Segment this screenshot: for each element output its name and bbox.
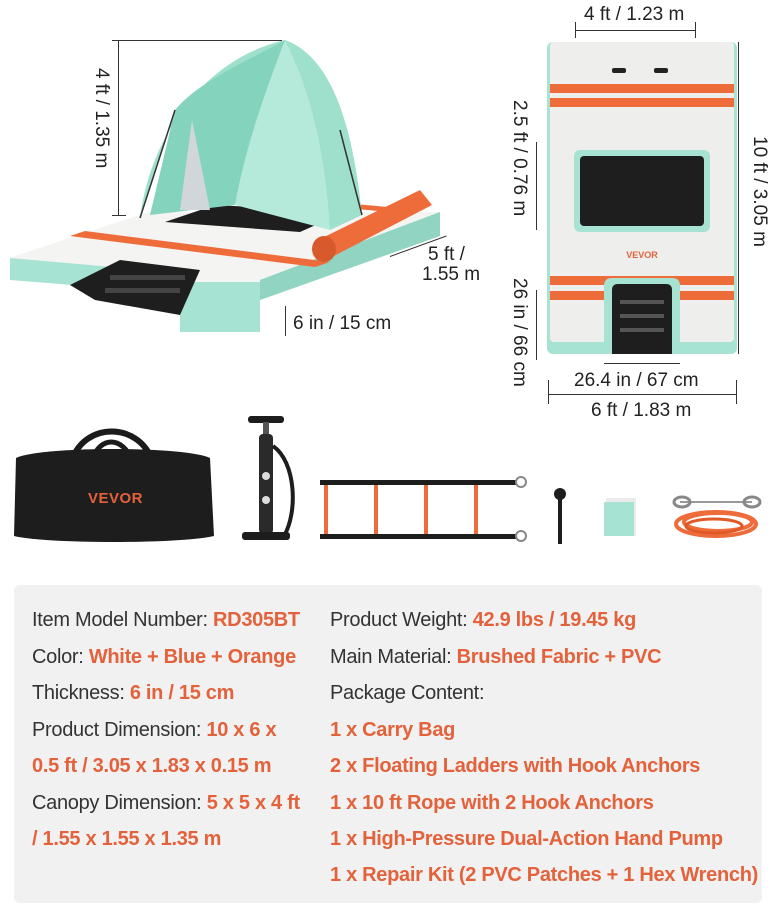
package-item: 1 x High-Pressure Dual-Action Hand Pump <box>330 828 723 850</box>
rope <box>668 486 766 546</box>
spec-material: Main Material: Brushed Fabric + PVC <box>330 646 662 668</box>
hand-pump <box>228 412 308 548</box>
canopy-height-tick-top <box>112 40 282 41</box>
canopy-height-tick-bottom <box>112 215 126 216</box>
package-item: 1 x Repair Kit (2 PVC Patches + 1 Hex Wrench) <box>330 864 758 886</box>
top-width-line <box>575 30 695 31</box>
spec-product-dimension-cont: 0.5 ft / 3.05 x 1.83 x 0.15 m <box>32 755 272 777</box>
svg-text:VEVOR: VEVOR <box>626 250 658 260</box>
notch-width-line <box>604 363 680 364</box>
thickness-line <box>285 306 286 336</box>
spec-canopy-dimension-cont: / 1.55 x 1.55 x 1.35 m <box>32 828 222 850</box>
package-item: 1 x Carry Bag <box>330 719 456 741</box>
package-item: 1 x 10 ft Rope with 2 Hook Anchors <box>330 792 654 814</box>
spec-model: Item Model Number: RD305BT <box>32 609 300 631</box>
spec-canopy-dimension: Canopy Dimension: 5 x 5 x 4 ft <box>32 792 300 814</box>
thickness-label: 6 in / 15 cm <box>293 313 392 334</box>
total-width-label: 6 ft / 1.83 m <box>591 400 692 421</box>
spec-thickness: Thickness: 6 in / 15 cm <box>32 682 235 704</box>
lower-section-label: 26 in / 66 cm <box>509 278 530 387</box>
notch-width-label: 26.4 in / 67 cm <box>574 370 699 391</box>
canopy-height-label: 4 ft / 1.35 m <box>91 68 112 169</box>
floating-ladder <box>318 474 530 544</box>
spec-package-label: Package Content: <box>330 682 485 704</box>
platform-width-label: 5 ft / <box>428 244 465 265</box>
bag-brand-logo: VEVOR <box>88 490 144 507</box>
top-width-tick-r <box>695 22 696 38</box>
package-item: 2 x Floating Ladders with Hook Anchors <box>330 755 701 777</box>
length-label: 10 ft / 3.05 m <box>749 136 770 247</box>
top-width-tick-l <box>575 22 576 38</box>
dock-3d-illustration <box>0 0 480 400</box>
total-width-line <box>548 394 736 395</box>
lower-section-line <box>536 290 537 360</box>
carry-bag <box>10 418 216 546</box>
spec-product-dimension: Product Dimension: 10 x 6 x <box>32 719 277 741</box>
upper-section-line <box>536 142 537 230</box>
dock-top-view <box>540 38 745 360</box>
platform-width-label-m: 1.55 m <box>422 264 481 285</box>
total-width-tick-l <box>548 380 549 404</box>
hex-wrench <box>550 486 570 548</box>
spec-weight: Product Weight: 42.9 lbs / 19.45 kg <box>330 609 636 631</box>
pvc-patches <box>602 496 638 538</box>
specs-panel <box>14 585 762 903</box>
top-width-label: 4 ft / 1.23 m <box>584 4 685 25</box>
canopy-height-line <box>118 40 119 215</box>
spec-color: Color: White + Blue + Orange <box>32 646 296 668</box>
total-width-tick-r <box>736 380 737 404</box>
length-line <box>738 42 739 354</box>
upper-section-label: 2.5 ft / 0.76 m <box>509 100 530 217</box>
